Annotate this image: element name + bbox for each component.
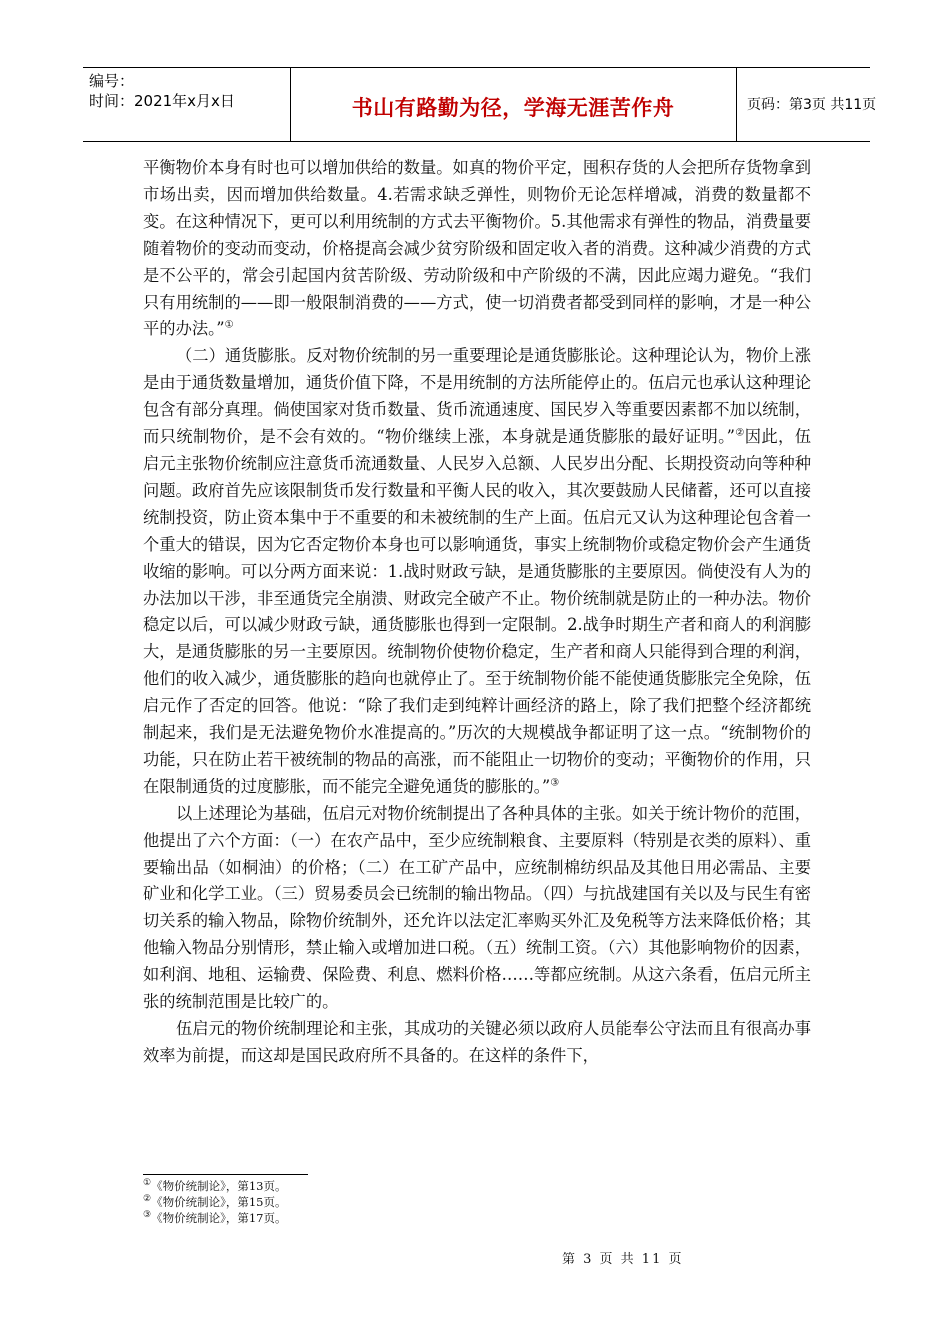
paragraph — [143, 155, 811, 343]
page-header — [83, 67, 877, 142]
header-motto-cell — [290, 68, 737, 141]
header-page-info: 页码：第3页 共11页 — [747, 97, 877, 113]
footnote — [143, 1210, 286, 1226]
footnotes — [143, 1178, 286, 1226]
footnote-divider — [143, 1174, 308, 1175]
document-date-label: 时间：2021年x月x日 — [89, 92, 235, 110]
header-meta-cell — [83, 68, 291, 141]
paragraph — [143, 343, 811, 800]
footnote-mark: ③ — [143, 1210, 152, 1221]
paragraph-text: 以上述理论为基础，伍启元对物价统制提出了各种具体的主张。如关于统计物价的范围，他提出了六个方面：（一）在农产品中，至少应统制粮食、主要原料（特别是衣类的原料）、重要输出品（如桐油）的价格；（二）在工矿产品中，应统制棉纺织品及其他日用必需品、主要矿业和化学工业。（三）贸易委员会已统制的输出物品。（四）与抗战建国有关以及与民生有密切关系的输入物品，除物价统制外，还允许以法定汇率购买外汇及免税等方法来降低价格；其他输入物品分别情形，禁止输入或增加进口税。（五）统制工资。（六）其他影响物价的因素，如利润、地租、运输费、保险费、利息、燃料价格……等都应统制。从这六条看，伍启元所主张的统制范围是比较广的。 — [143, 803, 811, 1012]
header-motto: 书山有路勤为径，学海无涯苦作舟 — [351, 96, 675, 120]
paragraph-text: 因此，伍启元主张物价统制应注意货币流通数量、人民岁入总额、人民岁出分配、长期投资动向等种种问题。政府首先应该限制货币发行数量和平衡人民的收入，其次要鼓励人民储蓄，还可以直接统制投资，防止资本集中于不重要的和未被统制的生产上面。伍启元又认为这种理论包含着一个重大的错误，因为它否定物价本身也可以影响通货，事实上统制物价或稳定物价会产生通货收缩的影响。可以分两方面来说：1.战时财政亏缺，是通货膨胀的主要原因。倘使没有人为的办法加以干涉，非至通货完全崩溃、财政完全破产不止。物价统制就是防止的一种办法。物价稳定以后，可以减少财政亏缺，通货膨胀也得到一定限制。2.战争时期生产者和商人的利润膨大，是通货膨胀的另一主要原因。统制物价使物价稳定，生产者和商人只能得到合理的利润，他们的收入减少，通货膨胀的趋向也就停止了。至于统制物价能不能使通货膨胀完全免除，伍启元作了否定的回答。他说：“除了我们走到纯粹计画经济的路上，除了我们把整个经济都统制起来，我们是无法避免物价水准提高的。”历次的大规模战争都证明了这一点。“统制物价的功能，只在防止若干被统制的物品的高涨，而不能阻止一切物价的变动；平衡物价的作用，只在限制通货的过度膨胀，而不能完全避免通货的膨胀的。” — [143, 427, 811, 796]
page-footer: 第 3 页 共 11 页 — [562, 1252, 684, 1267]
footnote-ref[interactable]: ③ — [550, 777, 560, 789]
paragraph-text: 伍启元的物价统制理论和主张，其成功的关键必须以政府人员能奉公守法而且有很高办事效率为前提，而这却是国民政府所不具备的。在这样的条件下， — [143, 1019, 811, 1065]
footnote-ref[interactable]: ① — [224, 320, 234, 332]
footnote — [143, 1178, 286, 1194]
footnote — [143, 1194, 286, 1210]
footnote-text: 《物价统制论》，第13页。 — [151, 1179, 287, 1193]
paragraph — [143, 801, 811, 1016]
footnote-text: 《物价统制论》，第15页。 — [151, 1195, 287, 1209]
paragraph — [143, 1016, 811, 1070]
footnote-mark: ② — [143, 1194, 152, 1205]
footnote-text: 《物价统制论》，第17页。 — [151, 1211, 287, 1225]
paragraph-text: 平衡物价本身有时也可以增加供给的数量。如真的物价平定，囤积存货的人会把所存货物拿到市场出卖，因而增加供给数量。4.若需求缺乏弹性，则物价无论怎样增减，消费的数量都不变。在这种情况下，更可以利用统制的方式去平衡物价。5.其他需求有弹性的物品，消费量要随着物价的变动而变动，价格提高会减少贫穷阶级和固定收入者的消费。这种减少消费的方式是不公平的，常会引起国内贫苦阶级、劳动阶级和中产阶级的不满，因此应竭力避免。“我们只有用统制的——即一般限制消费的——方式，使一切消费者都受到同样的影响，才是一种公平的办法。” — [143, 158, 811, 339]
body-text — [143, 155, 811, 1070]
paragraph-text: （二）通货膨胀。反对物价统制的另一重要理论是通货膨胀论。这种理论认为，物价上涨是由于通货数量增加，通货价值下降，不是用统制的方法所能停止的。伍启元也承认这种理论包含有部分真理。倘使国家对货币数量、货币流通速度、国民岁入等重要因素都不加以统制，而只统制物价，是不会有效的。“物价继续上涨，本身就是通货膨胀的最好证明。” — [143, 346, 811, 447]
document-number-label: 编号： — [89, 72, 135, 90]
header-page-cell — [737, 68, 877, 141]
footnote-mark: ① — [143, 1178, 152, 1189]
footnote-ref[interactable]: ② — [735, 427, 745, 439]
